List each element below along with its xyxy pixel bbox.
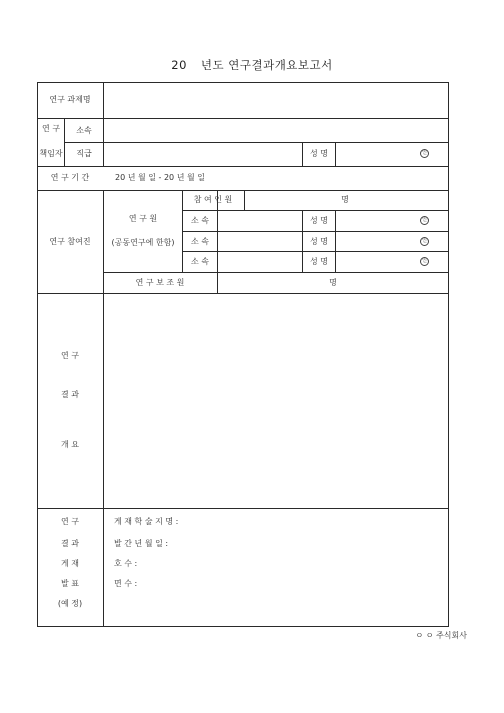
vline	[64, 118, 65, 166]
seal-icon: 인	[420, 237, 429, 246]
researcher-label-1: 연 구	[42, 124, 60, 133]
vline	[217, 190, 218, 293]
project-title-label: 연구 과제명	[49, 95, 91, 104]
affiliation-label: 소속	[76, 126, 92, 135]
vline	[302, 210, 303, 272]
name-short: 성 명	[310, 257, 328, 266]
publish-label-line: (예 정)	[57, 599, 83, 608]
name-short: 성 명	[310, 237, 328, 246]
period-text: 20 년 월 일 - 20 년 월 일	[115, 173, 205, 182]
hline	[64, 142, 449, 143]
seal-icon: 인	[420, 216, 429, 225]
border-top	[37, 82, 449, 83]
unit-people: 명	[341, 195, 349, 204]
report-form	[37, 82, 449, 627]
summary-label-line: 연 구	[61, 351, 79, 360]
page-number-field: 면 수 :	[114, 579, 138, 588]
vline	[335, 142, 336, 166]
hline	[37, 118, 449, 119]
hline	[37, 293, 449, 294]
participants-label: 연구 참여진	[49, 237, 91, 246]
hline	[182, 251, 449, 252]
vline	[103, 82, 104, 166]
hline	[103, 272, 449, 273]
vline	[182, 190, 183, 272]
summary-label-line: 개 요	[61, 440, 79, 449]
position-label: 직급	[76, 149, 92, 158]
affiliation-short: 소 속	[191, 237, 209, 246]
seal-icon: 인	[420, 149, 429, 158]
researcher-label-2: 책임자	[39, 149, 63, 158]
hline	[37, 166, 449, 167]
journal-name-field: 게 재 학 술 지 명 :	[114, 517, 179, 526]
joint-research-note: (공동연구에 한함)	[111, 238, 175, 247]
vline	[103, 293, 104, 627]
participant-count-label: 참 여 인 원	[193, 195, 233, 204]
unit-people: 명	[329, 278, 337, 287]
title-year: 20	[171, 58, 187, 72]
border-left	[37, 82, 38, 627]
hline	[37, 190, 449, 191]
name-label: 성 명	[310, 149, 328, 158]
document-title	[0, 57, 504, 73]
vline	[335, 210, 336, 272]
vline	[244, 190, 245, 210]
publish-label-line: 연 구	[61, 517, 79, 526]
vline	[103, 190, 104, 293]
company-name: ㅇ ㅇ 주식회사	[415, 631, 467, 640]
issue-number-field: 호 수 :	[114, 559, 138, 568]
border-right	[448, 82, 449, 627]
assistant-label: 연 구 보 조 원	[135, 278, 185, 287]
researcher-sub-label: 연 구 원	[128, 214, 158, 223]
affiliation-short: 소 속	[191, 257, 209, 266]
summary-label-line: 결 과	[61, 390, 79, 399]
publish-label-line: 결 과	[61, 539, 79, 548]
seal-icon: 인	[420, 257, 429, 266]
vline	[302, 142, 303, 166]
period-label: 연 구 기 간	[50, 173, 90, 182]
hline	[182, 210, 449, 211]
hline	[37, 508, 449, 509]
hline	[182, 231, 449, 232]
affiliation-short: 소 속	[191, 216, 209, 225]
name-short: 성 명	[310, 216, 328, 225]
publish-date-field: 발 간 년 월 일 :	[114, 539, 169, 548]
publish-label-line: 게 재	[61, 559, 79, 568]
publish-label-line: 발 표	[61, 579, 79, 588]
border-bottom	[37, 626, 449, 627]
title-text: 년도 연구결과개요보고서	[200, 58, 333, 72]
